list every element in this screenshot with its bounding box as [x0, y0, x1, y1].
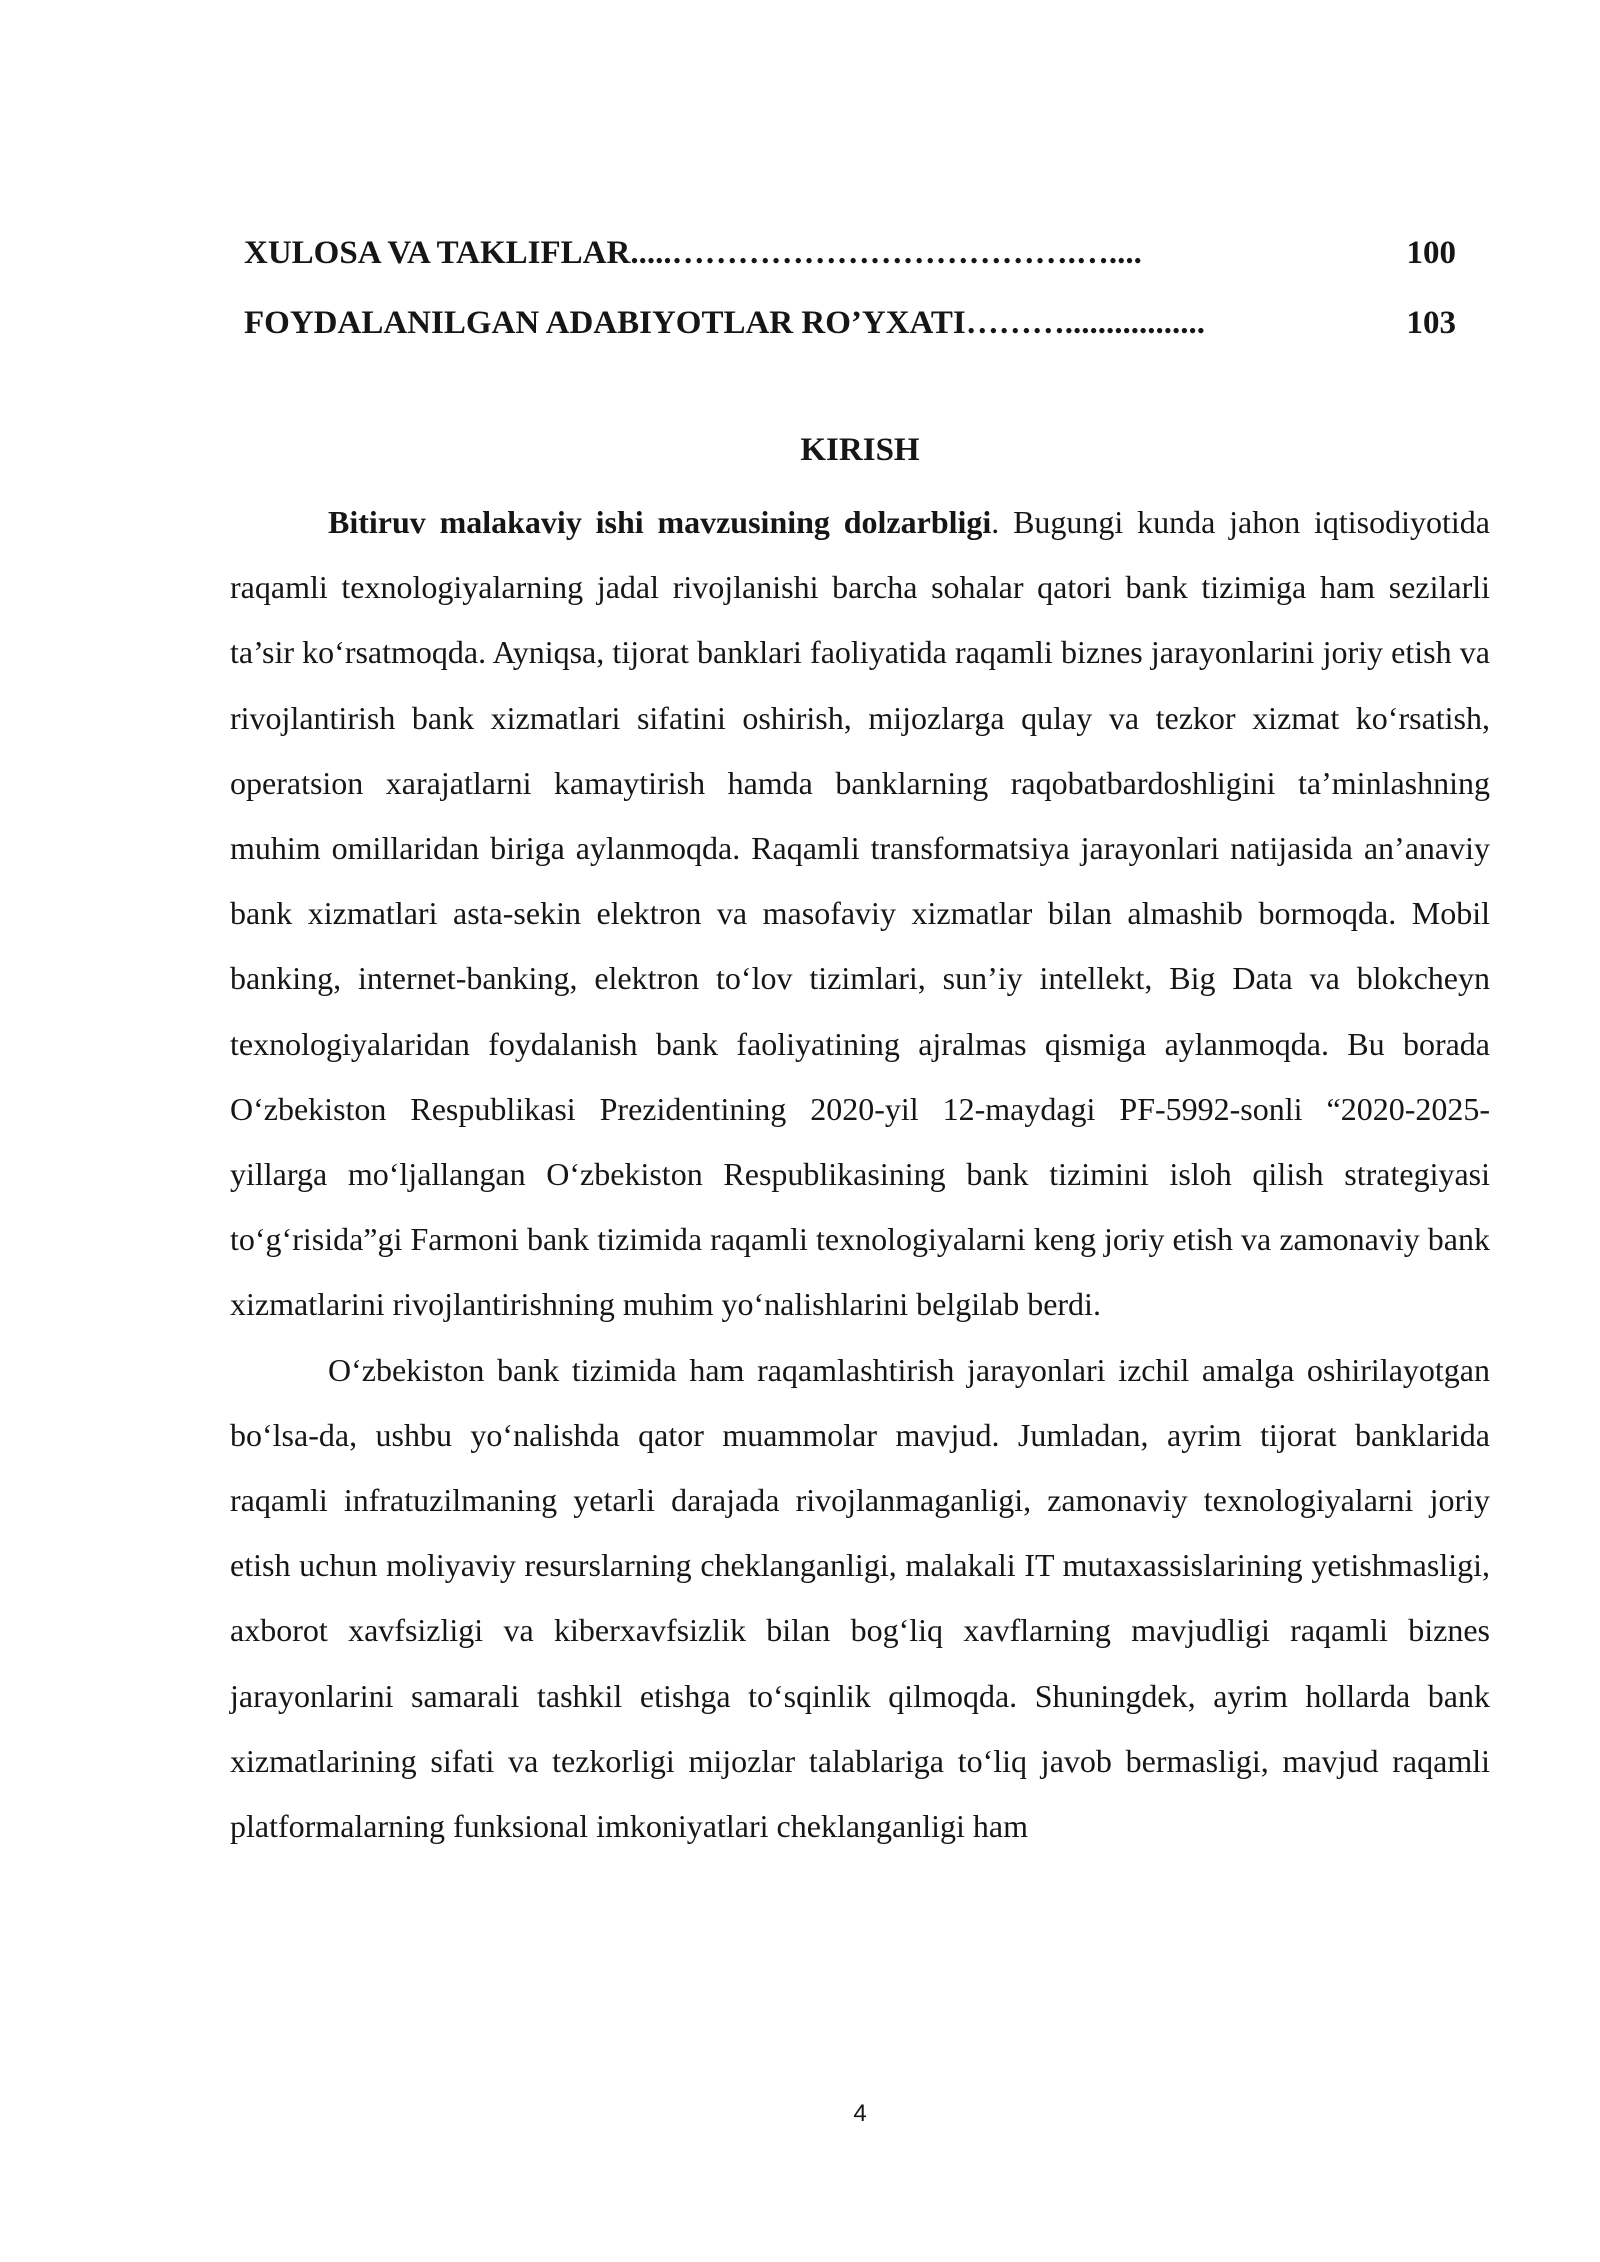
toc-entry	[244, 218, 1456, 288]
table-of-contents	[244, 218, 1456, 358]
section-body	[230, 490, 1490, 1859]
toc-entry-leader: .....……………………………….…....	[630, 235, 1142, 271]
toc-entry-page: 103	[1406, 305, 1456, 341]
page-number: 4	[853, 2100, 867, 2127]
toc-entry-title: FOYDALANILGAN ADABIYOTLAR RO’YXATI	[244, 305, 966, 341]
section-heading: KIRISH	[800, 432, 920, 468]
paragraph	[230, 490, 1490, 1338]
toc-entry-leader: ……….................	[965, 305, 1206, 341]
paragraph	[230, 1338, 1490, 1860]
toc-entry-title: XULOSA VA TAKLIFLAR	[244, 235, 631, 271]
paragraph-lead: Bitiruv malakaviy ishi mavzusining dolzarbligi	[328, 504, 992, 540]
paragraph-text: O‘zbekiston bank tizimida ham raqamlashtirish jarayonlari izchil amalga oshirilayotgan bo‘lsa-da, ushbu yo‘nalishda qator muammolar mavjud. Jumladan, ayrim tijorat banklarida raqamli infratuzilmaning yetarli darajada rivojlanmaganligi, zamonaviy texnologiyalarni joriy etish uchun moliyaviy resurslarning cheklanganligi, malakali IT mutaxassislarining yetishmasligi, axborot xavfsizligi va kiberxavfsizlik bilan bog‘liq xavflarning mavjudligi raqamli biznes jarayonlarini samarali tashkil etishga to‘sqinlik qilmoqda. Shuningdek, ayrim hollarda bank xizmatlarining sifati va tezkorligi mijozlar talablariga to‘liq javob bermasligi, mavjud raqamli platformalarning funksional imkoniyatlari cheklanganligi ham	[230, 1351, 1490, 1845]
toc-entry-page: 100	[1406, 235, 1456, 271]
toc-entry	[244, 288, 1456, 358]
paragraph-text: . Bugungi kunda jahon iqtisodiyotida raqamli texnologiyalarning jadal rivojlanishi barcha sohalar qatori bank tizimiga ham sezilarli ta’sir ko‘rsatmoqda. Ayniqsa, tijorat banklari faoliyatida raqamli biznes jarayonlarini joriy etish va rivojlantirish bank xizmatlari sifatini oshirish, mijozlarga qulay va tezkor xizmat ko‘rsatish, operatsion xarajatlarni kamaytirish hamda banklarning raqobatbardoshligini ta’minlashning muhim omillaridan biriga aylanmoqda. Raqamli transformatsiya jarayonlari natijasida an’anaviy bank xizmatlari asta-sekin elektron va masofaviy xizmatlar bilan almashib bormoqda. Mobil banking, internet-banking, elektron to‘lov tizimlari, sun’iy intellekt, Big Data va blokcheyn texnologiyalaridan foydalanish bank faoliyatining ajralmas qismiga aylanmoqda. Bu borada O‘zbekiston Respublikasi Prezidentining 2020-yil 12-maydagi PF-5992-sonli “2020-2025-yillarga mo‘ljallangan O‘zbekiston Respublikasining bank tizimini isloh qilish strategiyasi to‘g‘risida”gi Farmoni bank tizimida raqamli texnologiyalarni keng joriy etish va zamonaviy bank xizmatlarini rivojlantirishning muhim yo‘nalishlarini belgilab berdi.	[230, 504, 1490, 1323]
